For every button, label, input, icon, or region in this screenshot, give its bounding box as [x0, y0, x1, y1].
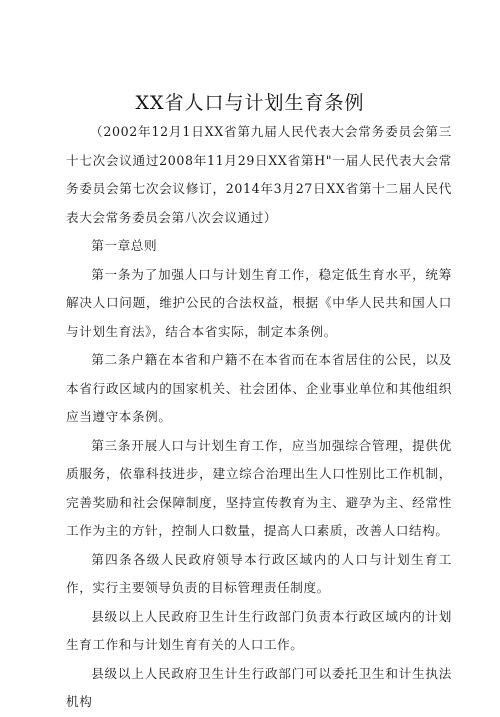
article-2-paragraph: 第二条户籍在本省和户籍不在本省而在本省居住的公民，以及本省行政区域内的国家机关、社会团体、企业事业单位和其他组织应当遵守本条例。	[66, 352, 452, 424]
adoption-note-paragraph: （2002年12月1日XX省第九届人民代表大会常务委员会第三十七次会议通过2008年11月29日XX省第H"一届人民代表大会常务委员会第七次会议修订，2014年3月27日XX省第十二届人民代表大会常务委员会第八次会议通过）	[66, 124, 452, 225]
chapter-heading: 第一章总则	[91, 238, 158, 253]
article-4-paragraph: 第四条各级人民政府领导本行政区域内的人口与计划生育工作，实行主要领导负责的目标管理责任制度。	[66, 551, 452, 595]
document-title: XX省人口与计划生育条例	[135, 92, 365, 114]
article-4-clause-3-paragraph: 县级以上人民政府卫生计生行政部门可以委托卫生和计生执法机构	[66, 665, 452, 709]
article-1-paragraph: 第一条为了加强人口与计划生育工作，稳定低生育水平，统筹解决人口问题，维护公民的合法权益，根据《中华人民共和国人口与计划生育法》，结合本省实际，制定本条例。	[66, 266, 452, 339]
article-3-paragraph: 第三条开展人口与计划生育工作，应当加强综合管理，提供优质服务，依靠科技进步，建立综合治理出生人口性别比工作机制，完善奖励和社会保障制度，坚持宣传教育为主、避孕为主、经常性工作为主的方针，控制人口数量，提高人口素质，改善人口结构。	[66, 437, 452, 538]
document-body	[66, 118, 452, 717]
article-4-clause-2-paragraph: 县级以上人民政府卫生计生行政部门负责本行政区域内的计划生育工作和与计划生育有关的人口工作。	[66, 608, 452, 652]
